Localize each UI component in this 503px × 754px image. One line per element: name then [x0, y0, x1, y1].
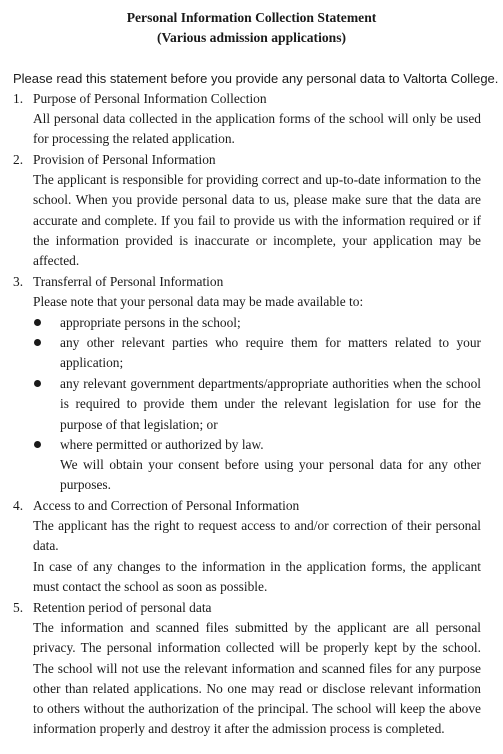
- section-heading: Provision of Personal Information: [33, 152, 216, 167]
- section-heading: Transferral of Personal Information: [33, 274, 224, 289]
- bullet-text: any other relevant parties who require them for matters related to your application;: [60, 335, 481, 371]
- document-subtitle: (Various admission applications): [156, 30, 347, 45]
- section-paragraph: The applicant is responsible for providing correct and up-to-date information to the school. When you provide personal data to us, please make sure that the data are accurate and complete. If you fail to provide us with the information required or if the information provided is inaccurate or incomplete, your application may be affected.: [33, 172, 481, 269]
- section-paragraph: In case of any changes to the information in the application forms, the applicant must contact the school as soon as possible.: [33, 559, 481, 595]
- section-heading: Retention period of personal data: [33, 600, 212, 615]
- section-paragraph: All personal data collected in the application forms of the school will only be used for processing the related application.: [33, 111, 481, 147]
- section-number: 5.: [13, 600, 24, 615]
- bullet-text: appropriate persons in the school;: [60, 315, 241, 330]
- document-title: Personal Information Collection Statement: [126, 10, 377, 25]
- section-paragraph: The information and scanned files submitted by the applicant are all personal privacy. The personal information collected will be properly kept by the school. The school will not use the relevant information and scanned files for any purpose other than related applications. No one may read or disclose relevant information to others without the authorization of the principal. The school will keep the above information properly and destroy it after the admission process is completed.: [33, 620, 481, 737]
- consent-note: We will obtain your consent before using your personal data for any other purposes.: [60, 457, 481, 493]
- section-heading: Purpose of Personal Information Collection: [33, 91, 267, 106]
- section-paragraph: The applicant has the right to request access to and/or correction of their personal data.: [33, 518, 481, 554]
- section-heading: Access to and Correction of Personal Information: [33, 498, 300, 513]
- section-number: 1.: [13, 91, 24, 106]
- bullet-dot: [34, 441, 41, 448]
- bullet-text: where permitted or authorized by law.: [60, 437, 264, 452]
- bullet-dot: [34, 339, 41, 346]
- section-number: 2.: [13, 152, 24, 167]
- bullet-text: any relevant government departments/appropriate authorities when the school is required to provide them under the relevant legislation for use for the purpose of that legislation; or: [60, 376, 481, 432]
- section-paragraph: Please note that your personal data may be made available to:: [33, 294, 364, 309]
- intro-text: Please read this statement before you provide any personal data to Valtorta College.: [13, 71, 499, 86]
- section-number: 4.: [13, 498, 24, 513]
- bullet-dot: [34, 380, 41, 387]
- bullet-dot: [34, 319, 41, 326]
- section-number: 3.: [13, 274, 24, 289]
